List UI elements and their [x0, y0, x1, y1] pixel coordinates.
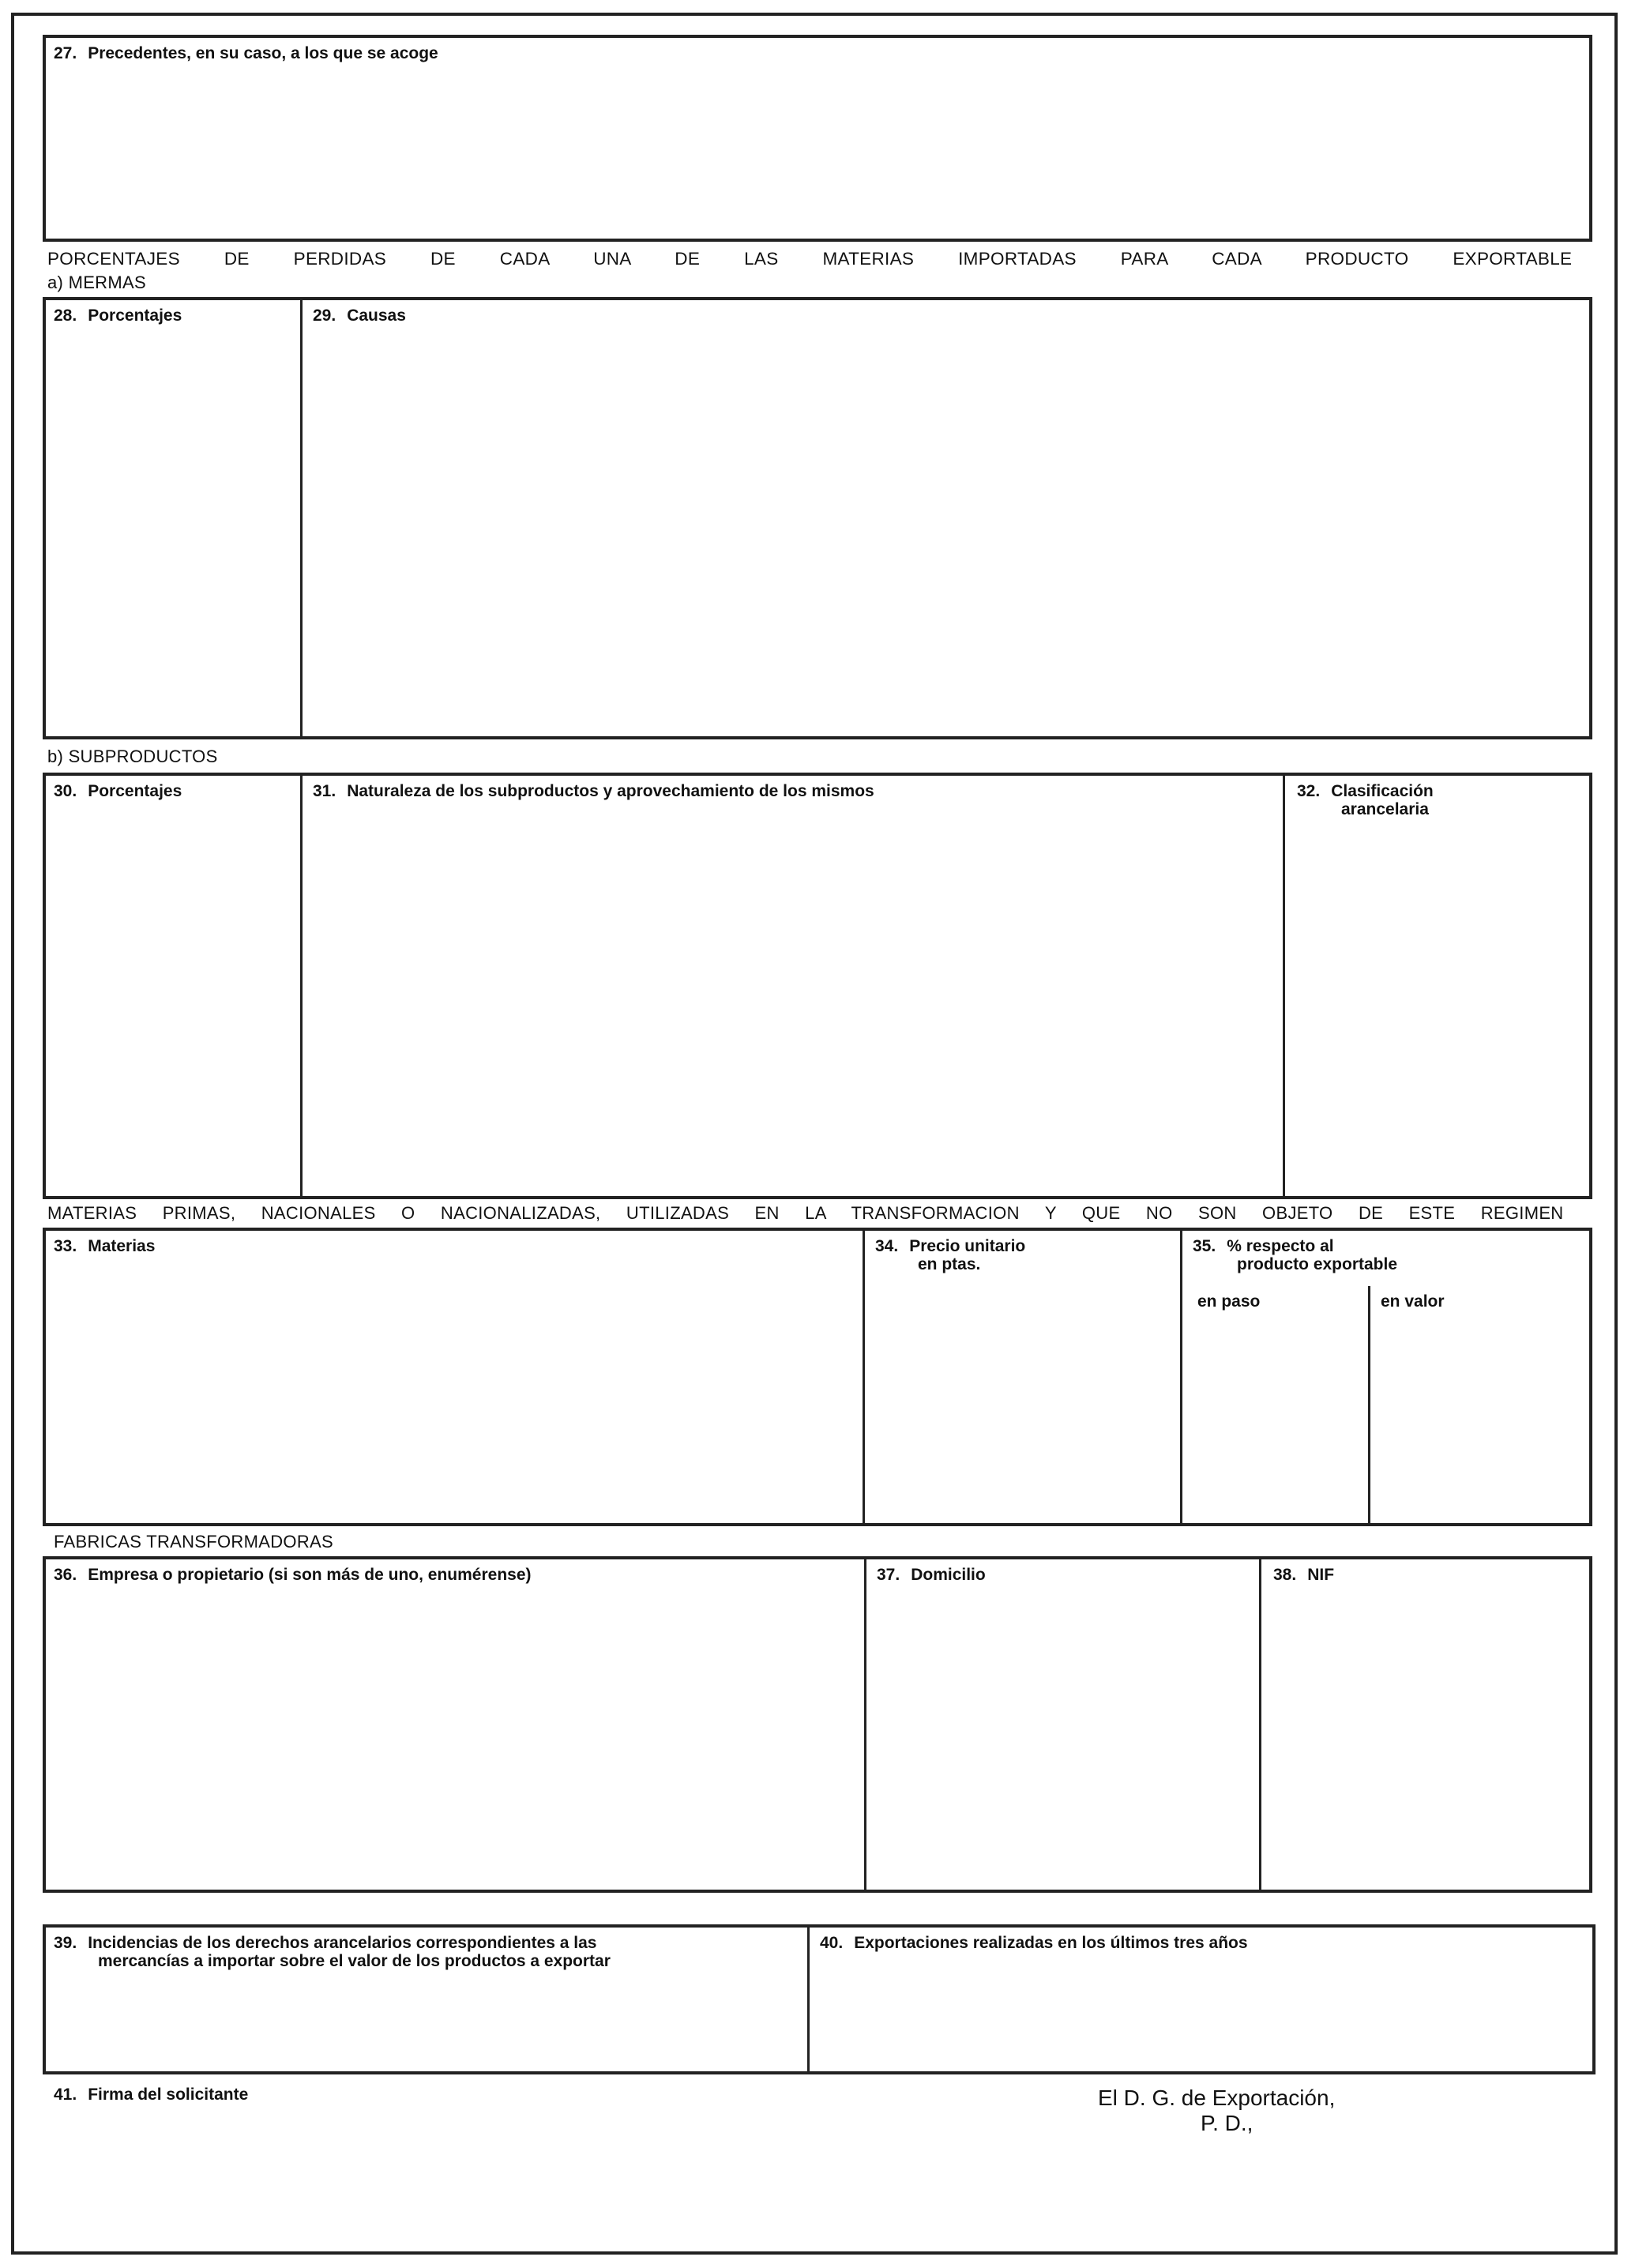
exportaciones-label: 40. Exportaciones realizadas en los últimos tres años	[820, 1934, 1248, 1952]
precedentes-box[interactable]	[43, 35, 1592, 242]
clasificacion-label: 32. Clasificación	[1297, 782, 1434, 800]
factories-heading: FABRICAS TRANSFORMADORAS	[54, 1532, 333, 1551]
empresa-label: 36. Empresa o propietario (si son más de uno, enumérense)	[54, 1566, 532, 1584]
raw-materials-divider-3	[1368, 1286, 1370, 1525]
subproductos-heading: b) SUBPRODUCTOS	[47, 747, 218, 766]
losses-heading: PORCENTAJES DE PERDIDAS DE CADA UNA DE LAS MATERIAS IMPORTADAS PARA CADA PRODUCTO EXPORTABLE	[47, 249, 1573, 269]
raw-materials-divider-2	[1180, 1229, 1182, 1525]
subproductos-box	[43, 773, 1592, 1199]
raw-materials-heading: MATERIAS PRIMAS, NACIONALES O NACIONALIZADAS, UTILIZADAS EN LA TRANSFORMACION Y QUE NO SON OBJETO DE ESTE REGIMEN	[47, 1203, 1564, 1223]
domicilio-label: 37. Domicilio	[877, 1566, 986, 1584]
incidencias-divider	[807, 1926, 810, 2073]
en-peso-label: en paso	[1197, 1292, 1261, 1311]
causas-label: 29. Causas	[313, 307, 406, 325]
clasificacion-label-line2: arancelaria	[1341, 800, 1429, 818]
precio-unitario-label-line2: en ptas.	[918, 1255, 981, 1273]
mermas-divider	[300, 299, 303, 738]
mermas-box	[43, 297, 1592, 739]
mermas-heading: a) MERMAS	[47, 273, 146, 292]
signature-pd: P. D.,	[1201, 2111, 1254, 2135]
subproductos-divider-1	[300, 774, 303, 1198]
incidencias-label-line2: mercancías a importar sobre el valor de los productos a exportar	[98, 1952, 611, 1970]
incidencias-label: 39. Incidencias de los derechos arancelarios correspondientes a las	[54, 1934, 597, 1952]
factories-divider-1	[864, 1558, 866, 1891]
factories-box	[43, 1556, 1592, 1893]
signature-title: El D. G. de Exportación,	[1098, 2086, 1336, 2110]
firma-label[interactable]: 41. Firma del solicitante	[54, 2086, 249, 2104]
respecto-label: 35. % respecto al	[1193, 1237, 1334, 1255]
nif-label: 38. NIF	[1273, 1566, 1335, 1584]
raw-materials-divider-1	[863, 1229, 865, 1525]
materias-label: 33. Materias	[54, 1237, 156, 1255]
porcentajes-subproductos-label: 30. Porcentajes	[54, 782, 182, 800]
respecto-label-line2: producto exportable	[1237, 1255, 1398, 1273]
subproductos-divider-2	[1283, 774, 1285, 1198]
naturaleza-label: 31. Naturaleza de los subproductos y aprovechamiento de los mismos	[313, 782, 874, 800]
precio-unitario-label: 34. Precio unitario	[875, 1237, 1026, 1255]
en-valor-label: en valor	[1381, 1292, 1445, 1311]
factories-divider-2	[1259, 1558, 1261, 1891]
precedentes-label: 27. Precedentes, en su caso, a los que se acoge	[54, 44, 438, 62]
porcentajes-mermas-label: 28. Porcentajes	[54, 307, 182, 325]
